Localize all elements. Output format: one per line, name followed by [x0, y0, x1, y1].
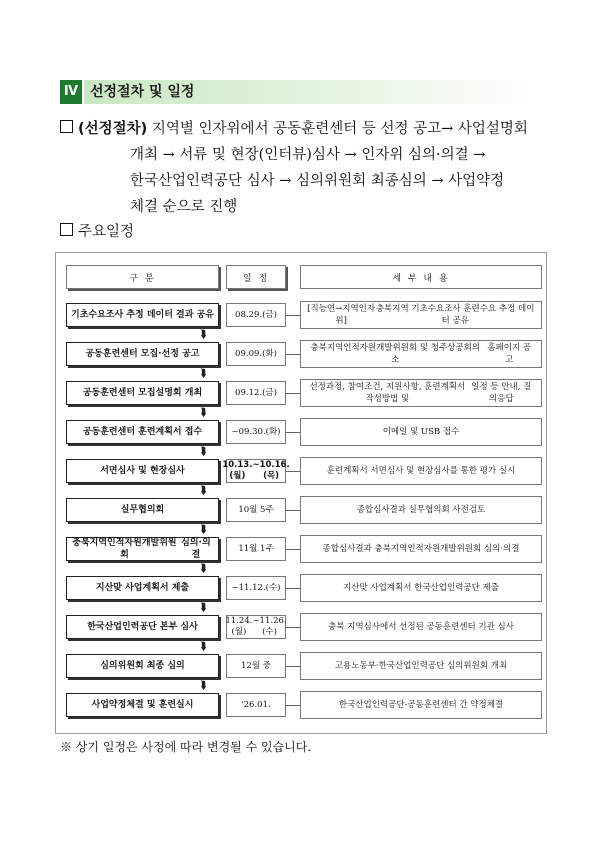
- step-name: 공동훈련센터 모집·선정 공고: [66, 342, 219, 366]
- connector-line: [286, 315, 300, 316]
- step-date: 09.09.(화): [226, 342, 286, 366]
- step-detail: 충북 지역심사에서 선정된 공동훈련센터 기관 심사: [300, 613, 542, 641]
- step-date: '26.01.: [226, 693, 286, 717]
- step-name: 공동훈련센터 모집설명회 개최: [66, 381, 219, 405]
- section-number: Ⅳ: [60, 80, 82, 104]
- step-name: 심의위원회 최종 심의: [66, 654, 219, 678]
- connector-line: [286, 354, 300, 355]
- step-name: 기초수요조사 추정 데이터 결과 공유: [66, 303, 219, 327]
- step-date: 11월 1주: [226, 537, 286, 561]
- connector-line: [286, 549, 300, 550]
- checkbox-icon: [60, 223, 73, 236]
- step-date: ~11.12.(수): [226, 576, 286, 600]
- down-arrow-icon: ⮯: [199, 562, 207, 575]
- step-name: 지산맞 사업계획서 제출: [66, 576, 219, 600]
- step-detail: 한국산업인력공단-공동훈련센터 간 약정체결: [300, 691, 542, 719]
- step-name: 한국산업인력공단 본부 심사: [66, 615, 219, 639]
- procedure-line-3: 한국산업인력공단 심사 → 심의위원회 최종심의 → 사업약정: [130, 173, 505, 189]
- down-arrow-icon: ⮯: [199, 523, 207, 536]
- step-detail: 지산맞 사업계획서 한국산업인력공단 제출: [300, 574, 542, 602]
- step-detail: 충북지역인적자원개발위원회 및 청주상공회의소 홈페이지 공고: [300, 340, 542, 368]
- step-date: 10.13.(월) ~10.16.(목): [222, 460, 290, 481]
- step-date: 10월 5주: [226, 498, 286, 522]
- step-detail: 선정과정, 참여조건, 지원사항, 훈련계획서 작성방법 및 일정 등 안내, 질의응답: [300, 379, 542, 407]
- step-detail: 종합심사결과 실무협의회 사전검토: [300, 496, 542, 524]
- down-arrow-icon: ⮯: [199, 640, 207, 653]
- down-arrow-icon: ⮯: [199, 367, 207, 380]
- procedure-paragraph: [60, 116, 550, 220]
- step-name: 실무협의회: [66, 498, 219, 522]
- connector-line: [286, 432, 300, 433]
- down-arrow-icon: ⮯: [199, 445, 207, 458]
- connector-line: [286, 627, 300, 628]
- connector-line: [286, 510, 300, 511]
- connector-line: [286, 393, 300, 394]
- connector-line: [286, 666, 300, 667]
- step-detail: 종합심사결과 충북지역인적자원개발위원회 심의·의결: [300, 535, 542, 563]
- down-arrow-icon: ⮯: [199, 601, 207, 614]
- step-detail: [직능연→지역인자위] 충북지역 기초수요조사 훈련수요 추정 데이터 공유: [300, 301, 542, 329]
- step-detail: 고용노동부·한국산업인력공단 심의위원회 개최: [300, 652, 542, 680]
- section-header: [60, 80, 540, 104]
- step-name: 서면심사 및 현장심사: [66, 459, 219, 483]
- down-arrow-icon: ⮯: [199, 406, 207, 419]
- connector-line: [286, 471, 300, 472]
- header-category: 구 분: [66, 265, 219, 289]
- section-title-bar: [84, 80, 540, 104]
- step-detail: 이메일 및 USB 접수: [300, 418, 542, 446]
- procedure-label: (선정절차): [78, 121, 148, 137]
- step-detail: 훈련계획서 서면심사 및 현장심사를 통한 평가 실시: [300, 457, 542, 485]
- connector-line: [286, 588, 300, 589]
- down-arrow-icon: ⮯: [199, 484, 207, 497]
- step-name: 공동훈련센터 훈련계획서 접수: [66, 420, 219, 444]
- step-date: 09.12.(금): [226, 381, 286, 405]
- step-date: 08.29.(금): [226, 303, 286, 327]
- step-date: ~09.30.(화): [226, 420, 286, 444]
- connector-line: [286, 705, 300, 706]
- step-name: 사업약정체결 및 훈련실시: [66, 693, 219, 717]
- procedure-line-1: 지역별 인자위에서 공동훈련센터 등 선정 공고→ 사업설명회: [151, 121, 528, 137]
- procedure-line-4: 체결 순으로 진행: [130, 199, 238, 215]
- step-name: 충북지역인적자원개발위원회 심의·의결: [66, 537, 219, 561]
- schedule-heading: 주요일정: [60, 220, 134, 241]
- procedure-line-2: 개최 → 서류 및 현장(인터뷰)심사 → 인자위 심의·의결 →: [130, 147, 486, 163]
- header-schedule: 일 정: [226, 265, 286, 289]
- step-date: 11.24.(월) ~11.26.(수): [225, 616, 287, 637]
- down-arrow-icon: ⮯: [199, 328, 207, 341]
- footnote: ※ 상기 일정은 사정에 따라 변경될 수 있습니다.: [60, 740, 312, 754]
- schedule-panel: [55, 252, 547, 734]
- section-title: 선정절차 및 일정: [90, 84, 195, 100]
- down-arrow-icon: ⮯: [199, 679, 207, 692]
- checkbox-icon: [60, 120, 73, 133]
- step-date: 12월 중: [226, 654, 286, 678]
- header-detail: 세 부 내 용: [300, 265, 542, 289]
